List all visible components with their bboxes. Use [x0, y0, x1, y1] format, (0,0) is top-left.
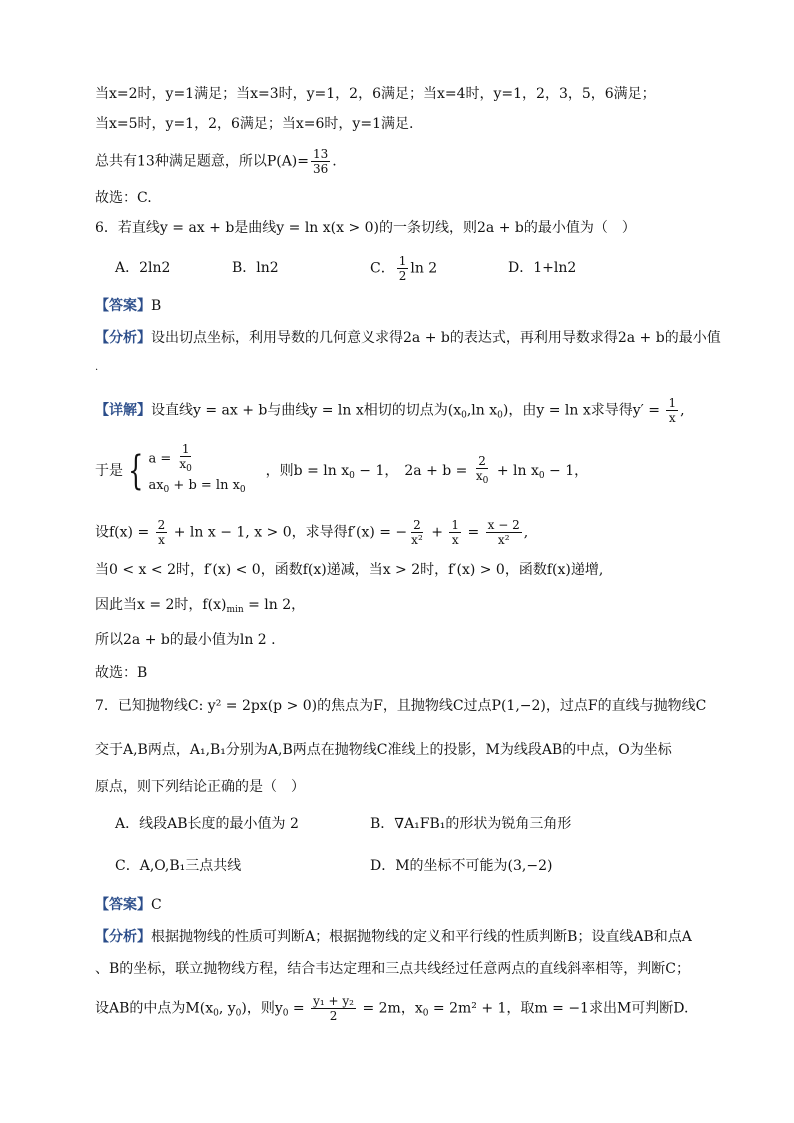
q6-option-c-label: C．: [370, 260, 395, 277]
subscript: 0: [349, 471, 355, 481]
q7-stem-line-2: 交于A,B两点，A₁,B₁分别为A,B两点在抛物线C准线上的投影，M为线段AB的中点，O为坐标: [95, 742, 672, 758]
text: 设f(x) =: [95, 524, 154, 541]
q7-stem-line-1: 7．已知抛物线C: y² = 2px(p > 0)的焦点为F，且抛物线C过点P(1,−2)，过点F的直线与抛物线C: [95, 698, 707, 714]
equation-system: [148, 442, 245, 500]
subscript: 0: [422, 1008, 429, 1019]
text: = ln 2，: [243, 597, 306, 613]
fraction-numerator: 1: [668, 396, 677, 410]
system-row-1: [148, 442, 245, 476]
q6-option-a: A．2ln2: [115, 260, 171, 276]
q6-option-c: [370, 254, 437, 283]
fraction: [474, 454, 491, 488]
fraction-numerator: 13: [313, 147, 329, 161]
subscript: 0: [235, 1008, 242, 1019]
text: 设AB的中点为M(x: [95, 1000, 214, 1017]
q6-option-d: D．1+ln2: [508, 260, 577, 276]
q6-detail-line-3: [95, 518, 528, 547]
text: − 1，: [544, 463, 589, 479]
q6-option-c-text: ln 2: [410, 260, 438, 277]
text: =: [288, 1000, 310, 1017]
analysis-tag: 【分析】: [95, 330, 151, 346]
fraction-denominator: 2: [398, 269, 407, 283]
prev-line-2: 当x=5时，y=1，2，6满足；当x=6时，y=1满足.: [95, 116, 414, 132]
q7-analysis-line-1: [95, 927, 692, 947]
text: x: [179, 457, 187, 471]
fraction-denominator: x: [158, 533, 165, 547]
text: ,: [523, 524, 529, 541]
prev-line-3: [95, 147, 337, 176]
subscript: 0: [538, 471, 545, 481]
text: ,: [680, 402, 685, 419]
text: a =: [148, 451, 176, 467]
system-brace: {: [128, 448, 144, 494]
answer-tag: 【答案】: [95, 298, 151, 314]
text: )，由y = ln x求导得y′ =: [502, 402, 665, 419]
text: + b = ln x: [169, 478, 240, 493]
subscript: 0: [282, 1008, 289, 1019]
text: )，则y: [241, 1000, 283, 1017]
text: =: [463, 524, 484, 541]
fraction-denominator: [474, 469, 491, 488]
fraction-numerator: x − 2: [487, 518, 520, 532]
q6-choice: 故选：B: [95, 665, 148, 681]
fraction-denominator: x²: [411, 533, 423, 547]
q6-detail-line-6: 所以2a + b的最小值为ln 2 .: [95, 632, 276, 648]
q7-option-c: C．A,O,B₁三点共线: [115, 858, 242, 874]
fraction: [449, 518, 461, 547]
subscript: 0: [461, 410, 467, 421]
subscript: 0: [186, 464, 192, 474]
subscript: min: [226, 605, 244, 615]
fraction-numerator: y₁ + y₂: [313, 994, 354, 1008]
q6-analysis-end: .: [95, 362, 99, 373]
text: − 1，: [354, 463, 399, 479]
text: 因此当x = 2时，f(x): [95, 597, 227, 613]
prev-line-1: 当x=2时，y=1满足；当x=3时，y=1，2，6满足；当x=4时，y=1，2，3，5，6满足；: [95, 86, 656, 102]
fraction-numerator: 2: [157, 518, 166, 532]
q6-detail-line-4: 当0 < x < 2时，f′(x) < 0，函数f(x)递减，当x > 2时，f′(x) > 0，函数f(x)递增,: [95, 562, 604, 578]
text: = 2m² + 1，取m = −1求出M可判断D.: [428, 1000, 689, 1017]
probability-fraction: [311, 147, 330, 176]
answer-value: C: [151, 897, 162, 913]
q7-answer: [95, 895, 162, 915]
fraction-denominator: [177, 457, 194, 476]
prev-choice: 故选：C.: [95, 190, 152, 206]
text: + ln x − 1, x > 0，求导得f′(x) = −: [169, 524, 408, 541]
text: 设直线y = ax + b与曲线y = ln x相切的切点为(x: [151, 402, 462, 419]
prev-line-3-text: 总共有13种满足题意，所以P(A)=: [95, 153, 309, 170]
system-row-2: [148, 476, 245, 500]
q7-analysis-line-2: 、B的坐标，联立抛物线方程，结合韦达定理和三点共线经过任意两点的直线斜率相等，判断C；: [95, 961, 690, 977]
period: .: [332, 153, 337, 170]
subscript: 0: [482, 476, 489, 486]
text: +: [426, 524, 448, 541]
subscript: 0: [213, 1008, 219, 1019]
q7-analysis-line-3: [95, 994, 688, 1024]
q6-analysis: [95, 328, 721, 348]
analysis-text: 设出切点坐标，利用导数的几何意义求得2a + b的表达式，再利用导数求得2a + b的最小值: [151, 330, 721, 346]
fraction-denominator: 36: [313, 162, 329, 176]
text: x: [475, 469, 483, 483]
fraction-denominator: 2: [329, 1009, 338, 1023]
derivative-fraction: [666, 396, 678, 425]
q6-detail-line-2: [95, 442, 588, 500]
text: + ln x: [492, 463, 539, 479]
text: ,ln x: [466, 402, 498, 419]
subscript: 0: [497, 410, 503, 421]
text: 2a + b =: [404, 463, 472, 479]
text: 于是: [95, 463, 123, 479]
answer-tag: 【答案】: [95, 897, 151, 913]
fraction-numerator: 2: [413, 518, 421, 532]
text: ax: [148, 478, 164, 493]
q6-option-b: B．ln2: [232, 260, 279, 276]
subscript: 0: [239, 485, 246, 495]
fraction-denominator: x: [451, 533, 459, 547]
q7-option-b: B．∇A₁FB₁的形状为锐角三角形: [370, 816, 572, 832]
fraction: [486, 518, 522, 547]
fraction-denominator: x²: [497, 533, 510, 547]
text: ，则b = ln x: [265, 463, 350, 479]
fraction: [177, 442, 194, 476]
answer-value: B: [151, 298, 162, 314]
text: = 2m，x: [358, 1000, 423, 1017]
q6-stem: 6．若直线y = ax + b是曲线y = ln x(x > 0)的一条切线，则2a + b的最小值为（ ）: [95, 220, 636, 236]
detail-tag: 【详解】: [95, 402, 151, 419]
analysis-text: 根据抛物线的性质可判断A；根据抛物线的定义和平行线的性质判断B；设直线AB和点A: [151, 929, 692, 945]
fraction-numerator: 2: [478, 454, 486, 468]
fraction: [156, 518, 168, 547]
q6-option-c-fraction: [397, 254, 409, 283]
q7-option-d: D．M的坐标不可能为(3,−2): [370, 858, 553, 874]
q6-answer: [95, 296, 161, 316]
fraction-numerator: 1: [398, 254, 407, 268]
text: , y: [218, 1000, 236, 1017]
subscript: 0: [163, 485, 170, 495]
fraction-numerator: 1: [181, 442, 190, 456]
analysis-tag: 【分析】: [95, 929, 151, 945]
fraction: [409, 518, 425, 547]
q7-option-a: A．线段AB长度的最小值为 2: [115, 816, 299, 832]
q7-stem-line-3: 原点，则下列结论正确的是（ ）: [95, 779, 305, 795]
fraction-denominator: x: [668, 411, 676, 425]
fraction: [311, 994, 356, 1023]
fraction-numerator: 1: [451, 518, 460, 532]
q6-detail-line-5: [95, 595, 305, 620]
q6-detail-line-1: [95, 396, 685, 426]
